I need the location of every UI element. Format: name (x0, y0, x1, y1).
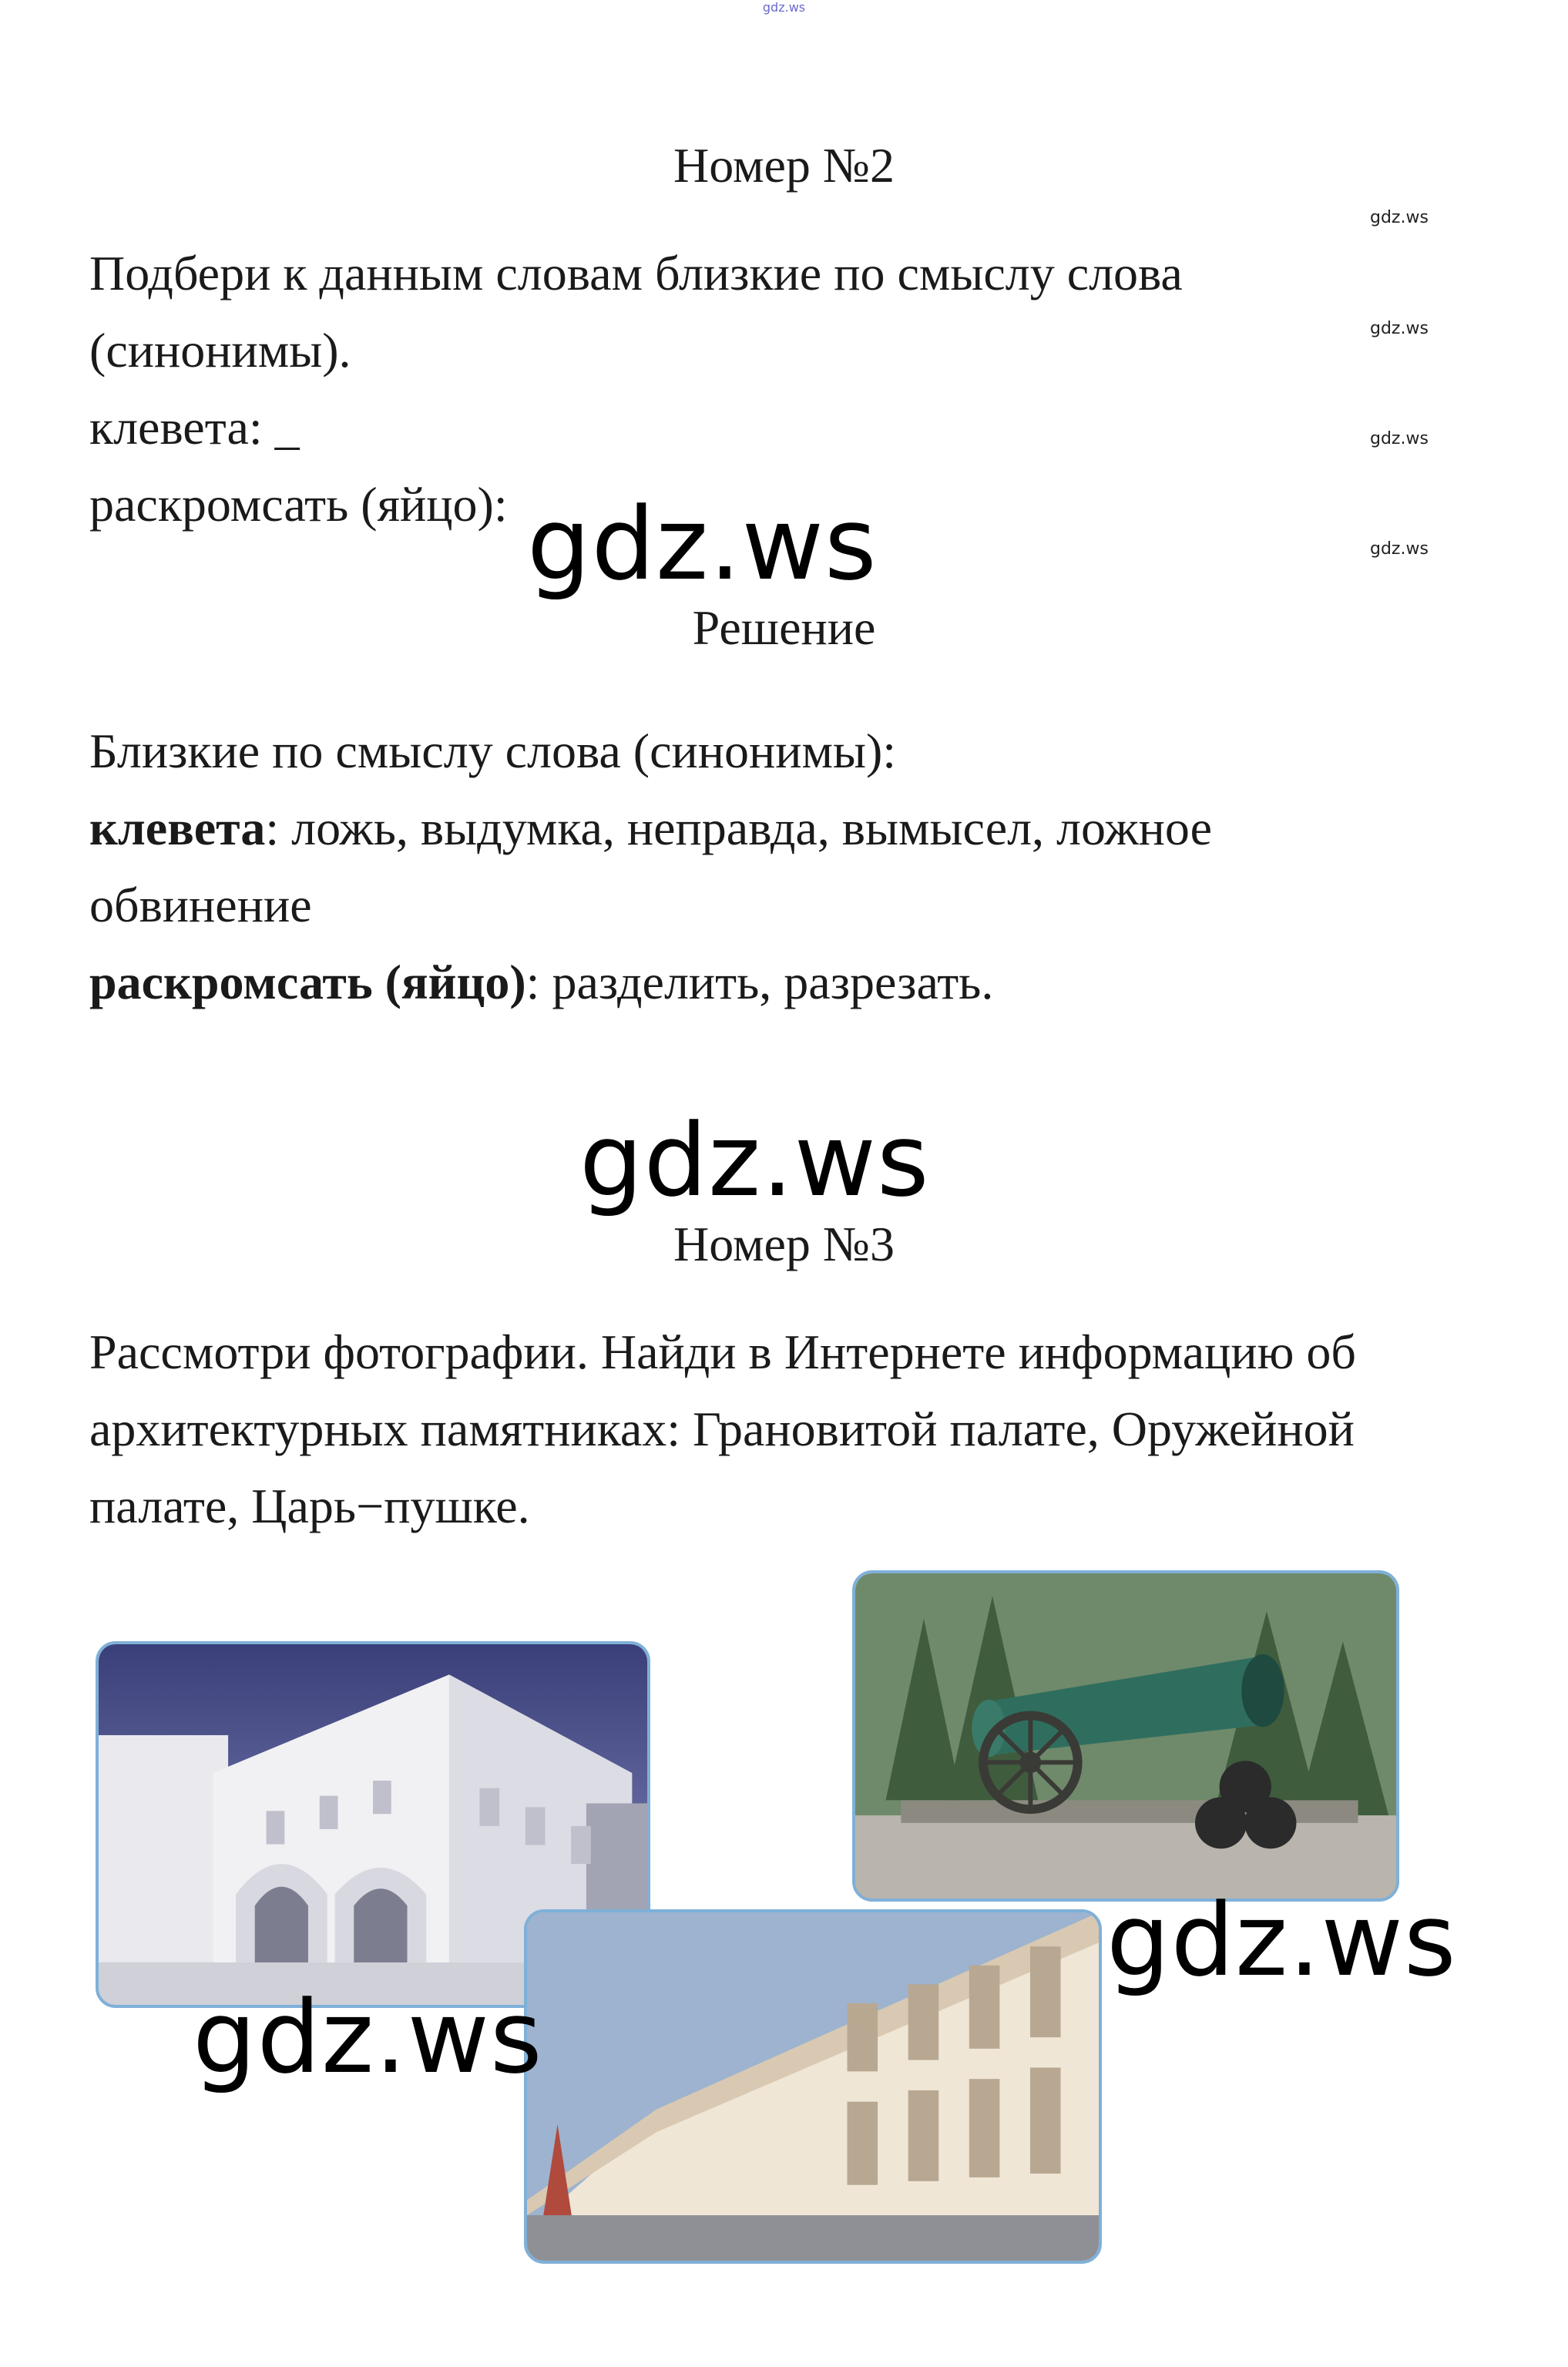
task2-prompt-line1: Подбери к данным словам близкие по смыслу слова (89, 246, 1183, 300)
solution-title: Решение (692, 600, 876, 655)
side-watermark-2: gdz.ws (1370, 319, 1429, 338)
task2-item1: клевета: _ (89, 400, 300, 455)
photo-kremlin-palace (524, 1909, 1102, 2264)
big-watermark-1: gdz.ws (527, 485, 878, 603)
solution-intro: Близкие по смыслу слова (синонимы): (89, 724, 897, 778)
task3-line1: Рассмотри фотографии. Найди в Интернете информацию об (89, 1325, 1356, 1379)
solution-word1-synonyms: : ложь, выдумка, неправда, вымысел, ложное (265, 801, 1213, 855)
task3-line2: архитектурных памятниках: Грановитой палате, Оружейной (89, 1402, 1355, 1456)
side-watermark-3: gdz.ws (1370, 429, 1429, 448)
big-watermark-3: gdz.ws (1106, 1882, 1457, 1999)
task3-line3: палате, Царь−пушке. (89, 1479, 530, 1533)
solution-word2-synonyms: : разделить, разрезать. (525, 955, 994, 1009)
photo-tsar-cannon (852, 1570, 1399, 1902)
task2-title: Номер №2 (673, 138, 895, 193)
task2-item2: раскромсать (яйцо): (89, 477, 508, 532)
solution-word2: раскромсать (яйцо) (89, 955, 526, 1009)
task3-title: Номер №3 (673, 1217, 895, 1271)
solution-word1-cont: обвинение (89, 878, 312, 932)
top-watermark: gdz.ws (762, 0, 806, 15)
solution-word1: клевета (89, 801, 266, 855)
tsar-cannon-image (855, 1573, 1396, 1899)
solution-line-word2 (89, 954, 993, 1011)
task2-prompt-line2: (синонимы). (89, 323, 351, 378)
solution-line-word1 (89, 800, 1212, 857)
big-watermark-4: gdz.ws (193, 1979, 543, 2096)
kremlin-palace-image (527, 1912, 1099, 2261)
side-watermark-4: gdz.ws (1370, 539, 1429, 559)
side-watermark-1: gdz.ws (1370, 208, 1429, 227)
big-watermark-2: gdz.ws (579, 1102, 930, 1219)
